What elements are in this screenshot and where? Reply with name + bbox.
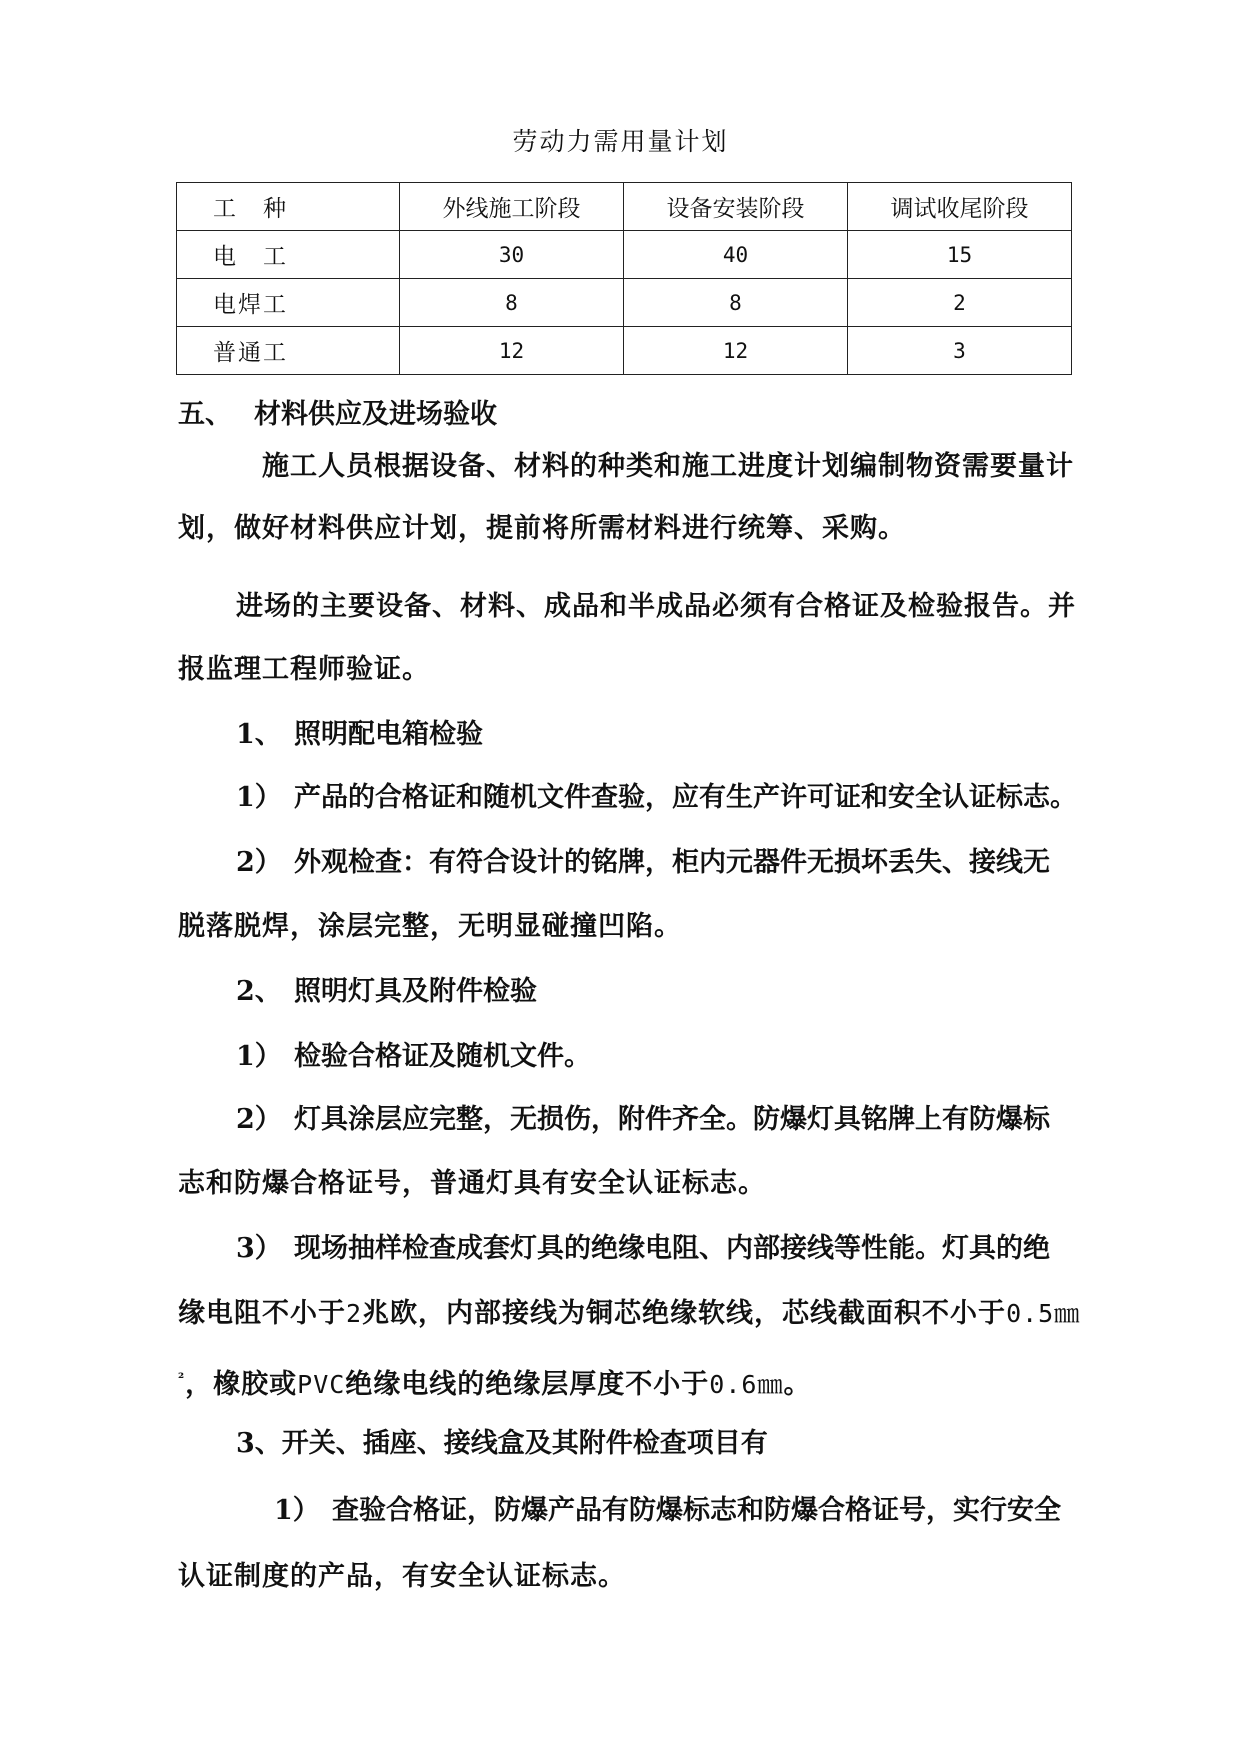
text-run: 。 [783, 1369, 812, 1400]
paragraph-line: 认证制度的产品，有安全认证标志。 [178, 1561, 626, 1592]
install-cell: 12 [624, 327, 848, 375]
outside-cell: 12 [400, 327, 624, 375]
install-cell: 8 [624, 279, 848, 327]
item-title: 照明配电箱检验 [294, 719, 483, 750]
text-run: 0.5㎜ [1006, 1299, 1081, 1328]
trade-cell: 普通工 [177, 327, 400, 375]
header-install-stage: 设备安装阶段 [624, 183, 848, 231]
item-text: 查验合格证，防爆产品有防爆标志和防爆合格证号，实行安全 [332, 1495, 1061, 1526]
item-heading [236, 975, 537, 1009]
item-line [236, 1103, 1050, 1137]
text-run: 绝缘电线的绝缘层厚度不小于 [345, 1369, 710, 1400]
table-row [177, 327, 1072, 375]
paragraph-line [178, 1362, 1114, 1402]
item-text: 产品的合格证和随机文件查验，应有生产许可证和安全认证标志。 [294, 782, 1077, 813]
page-title: 劳动力需用量计划 [512, 127, 729, 156]
item-title: 照明灯具及附件检验 [294, 976, 537, 1007]
text-run: 2 [346, 1299, 363, 1328]
item-text: 灯具涂层应完整，无损伤，附件齐全。防爆灯具铭牌上有防爆标 [294, 1104, 1050, 1135]
text-run: 兆欧，内部接线为铜芯绝缘软线，芯线截面积不小于 [362, 1298, 1007, 1329]
item-line [236, 781, 1077, 815]
outside-cell: 30 [400, 231, 624, 279]
item-text: 外观检查：有符合设计的铭牌，柜内元器件无损坏丢失、接线无 [294, 847, 1050, 878]
item-marker: 1） [236, 782, 282, 813]
item-text: 检验合格证及随机文件。 [294, 1041, 591, 1072]
commission-cell: 15 [848, 231, 1072, 279]
header-outside-stage: 外线施工阶段 [400, 183, 624, 231]
item-text: 现场抽样检查成套灯具的绝缘电阻、内部接线等性能。灯具的绝 [294, 1233, 1050, 1264]
item-marker: 3） [236, 1233, 282, 1264]
superscript: ² [178, 1371, 186, 1387]
item-heading [236, 718, 483, 752]
paragraph-line: 施工人员根据设备、材料的种类和施工进度计划编制物资需要量计 [262, 451, 1074, 482]
section-heading [178, 398, 497, 432]
trade-cell: 电焊工 [177, 279, 400, 327]
table-header-row [177, 183, 1072, 231]
paragraph-line: 进场的主要设备、材料、成品和半成品必须有合格证及检验报告。并 [236, 591, 1076, 622]
header-trade: 工 种 [177, 183, 400, 231]
paragraph-line: 报监理工程师验证。 [178, 654, 430, 685]
table-row [177, 279, 1072, 327]
item-marker: 1、 [236, 719, 282, 750]
item-marker: 2） [236, 847, 282, 878]
paragraph-line [178, 1297, 1114, 1331]
trade-cell: 电 工 [177, 231, 400, 279]
outside-cell: 8 [400, 279, 624, 327]
item-marker: 2） [236, 1104, 282, 1135]
table-row [177, 231, 1072, 279]
paragraph-line: 志和防爆合格证号，普通灯具有安全认证标志。 [178, 1168, 766, 1199]
item-line [236, 1040, 591, 1074]
text-run: ，橡胶或 [185, 1369, 298, 1400]
paragraph-line: 脱落脱焊，涂层完整，无明显碰撞凹陷。 [178, 911, 682, 942]
paragraph-line: 划，做好材料供应计划，提前将所需材料进行统筹、采购。 [178, 513, 906, 544]
item-heading: 3、开关、插座、接线盒及其附件检查项目有 [236, 1428, 768, 1459]
item-line [236, 1232, 1050, 1266]
labor-plan-table [176, 182, 1072, 375]
commission-cell: 3 [848, 327, 1072, 375]
text-run: PVC [297, 1370, 346, 1399]
section-number: 五、 [178, 399, 232, 430]
section-title: 材料供应及进场验收 [254, 399, 497, 430]
text-run: 缘电阻不小于 [178, 1298, 346, 1329]
commission-cell: 2 [848, 279, 1072, 327]
item-marker: 1） [236, 1041, 282, 1072]
install-cell: 40 [624, 231, 848, 279]
header-commission-stage: 调试收尾阶段 [848, 183, 1072, 231]
item-marker: 2、 [236, 976, 282, 1007]
item-line [236, 846, 1050, 880]
item-marker: 1） [274, 1495, 320, 1526]
item-line [274, 1494, 1061, 1528]
text-run: 0.6㎜ [709, 1370, 784, 1399]
